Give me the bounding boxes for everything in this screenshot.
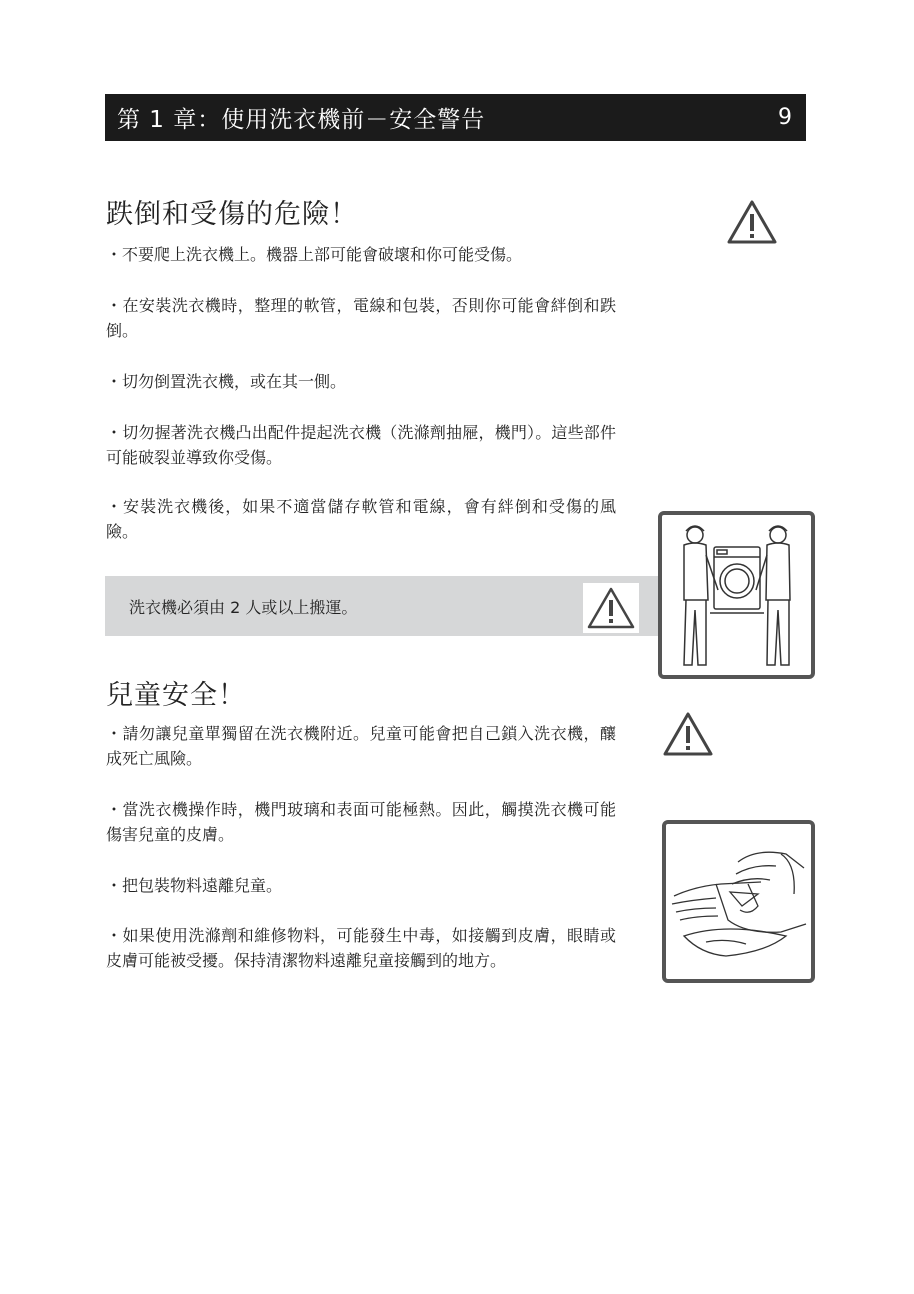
- child-item-3: ・把包裝物料遠離兒童。: [106, 876, 283, 895]
- hand-drawing: [666, 824, 811, 979]
- fall-item-5: ・安裝洗衣機後，如果不適當儲存軟管和電線，會有絆倒和受傷的風險。: [106, 497, 616, 541]
- page-number: 9: [778, 105, 792, 130]
- fall-item-2: ・在安裝洗衣機時，整理的軟管，電線和包裝，否則你可能會絆倒和跌倒。: [106, 296, 616, 340]
- warning-triangle-icon: [726, 199, 778, 245]
- fall-item-1: ・不要爬上洗衣機上。機器上部可能會破壞和你可能受傷。: [106, 245, 523, 264]
- child-item-2: ・當洗衣機操作時，機門玻璃和表面可能極熱。因此，觸摸洗衣機可能傷害兒童的皮膚。: [106, 800, 616, 844]
- notice-warning-frame: [583, 583, 639, 633]
- warning-triangle-icon: [586, 586, 636, 630]
- chapter-header: [105, 94, 806, 141]
- fall-item-4: ・切勿握著洗衣機凸出配件提起洗衣機（洗滌劑抽屜，機門）。這些部件可能破裂並導致你受傷。: [106, 423, 616, 467]
- fall-item-3: ・切勿倒置洗衣機，或在其一側。: [106, 372, 347, 391]
- chapter-title: 第 1 章：使用洗衣機前－安全警告: [117, 107, 486, 133]
- hand-wiping-illustration: [662, 820, 815, 983]
- notice-text: 洗衣機必須由 2 人或以上搬運。: [129, 598, 358, 617]
- carry-drawing: [662, 515, 811, 675]
- section-title-fall-injury: 跌倒和受傷的危險！: [106, 199, 358, 230]
- notice-box: [105, 576, 659, 636]
- warning-triangle-icon: [662, 711, 714, 757]
- child-item-4: ・如果使用洗滌劑和維修物料，可能發生中毒，如接觸到皮膚，眼睛或皮膚可能被受擾。保持清潔物料遠離兒童接觸到的地方。: [106, 926, 616, 970]
- child-item-1: ・請勿讓兒童單獨留在洗衣機附近。兒童可能會把自己鎖入洗衣機，釀成死亡風險。: [106, 724, 616, 768]
- section-title-child-safety: 兒童安全！: [106, 680, 246, 711]
- two-person-carry-illustration: [658, 511, 815, 679]
